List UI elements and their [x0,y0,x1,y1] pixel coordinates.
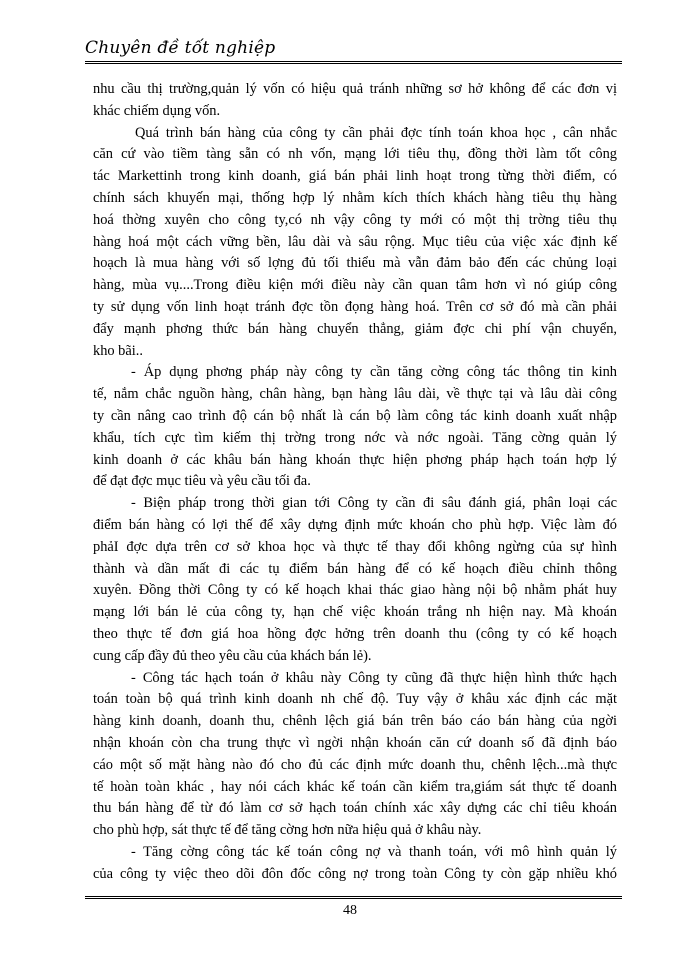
text-line: tác Markettinh trong kinh doanh, giá bán phải linh hoạt trong từng thời điểm, có [93,168,617,185]
text-line: để đạt đợc mục tiêu và yêu cầu tối đa. [93,473,311,490]
text-line: điểm bán hàng có lợi thế để xây dựng định mức khoán cho phù hợp. Việc làm đó [93,516,617,533]
text-line: hoạch là mua hàng với số lợng đủ tối thiểu mà vẫn đảm bảo đến các chủng loại [93,255,617,272]
text-line: của công ty việc theo dõi đôn đốc công nợ trong toàn Công ty còn gặp nhiều khó [93,865,617,882]
footer-rule-double [85,898,622,899]
text-line: phảI đợc dựa trên cơ sở khoa học và thực tế thay đổi không ngừng của sự hình [93,538,617,555]
paragraph-start-line: - Biện pháp trong thời gian tới Công ty cần đi sâu đánh giá, phân loại các [131,495,617,512]
text-line: ty sử dụng vốn linh hoạt tránh đợc tồn đọng hàng hoá. Trên cơ sở đó mà cần phải [93,298,617,315]
paragraph-start-line: - Công tác hạch toán ở khâu này Công ty cũng đã thực hiện hình thức hạch [131,669,617,686]
text-line: kho bãi.. [93,342,143,359]
document-body [93,79,617,885]
text-line: hàng hoá một cách vững bền, lâu dài và sâu rộng. Mục tiêu của việc xác định kế [93,233,617,250]
text-line: cho phù hợp, sát thực tế để tăng cờng hơn nữa hiệu quả ở khâu này. [93,822,482,839]
text-line: theo thực tế đơn giá hoa hồng đợc hởng trên doanh thu (công ty có kế hoạch [93,625,617,642]
text-line: cáo một số mặt hàng nào đó cho đủ các định mức doanh thu, chênh lệch...mà thực [93,756,617,773]
text-line: cung cấp đầy đủ theo yêu cầu của khách bán lẻ). [93,647,372,664]
header-rule [85,61,622,62]
text-line: hàng, mùa vụ....Trong điều kiện mới điều này cần quan tâm hơn vì nó giúp công [93,277,617,294]
text-line: thành và dần mất đi các tụ điểm bán hàng để có kế hoạch điều chỉnh thông [93,560,617,577]
text-line: hàng kinh doanh, doanh thu, chênh lệch giá bán trên báo cáo bán hàng của ngời [93,713,617,730]
text-line: khác chiếm dụng vốn. [93,102,221,119]
page-number: 48 [343,903,357,918]
text-line: hoá thờng xuyên cho công ty,có nh vậy công ty mới có một thị trờng tiêu thụ [93,211,617,228]
text-line: căn cứ vào tiềm tàng sẵn có nh vốn, mạng lới tiêu thụ, đồng thời làm tốt công [93,146,617,163]
text-line: đẩy mạnh phơng thức bán hàng chuyển thẳng, giảm đợc chi phí vận chuyển, [93,320,617,337]
text-line: chính sách khuyến mại, thống hợp lý nhằm kích thích khách hàng tiêu thụ hàng [93,189,617,206]
text-line: mạng lới bán lẻ của công ty, hạn chế việc khoán trắng nh hiện nay. Mà khoán [93,604,617,621]
paragraph-start-line: Quá trình bán hàng của công ty cần phải đợc tính toán khoa học , cân nhắc [135,124,617,141]
text-line: ty cần nâng cao trình độ cán bộ nhất là cán bộ làm công tác kinh doanh xuất nhập [93,407,617,424]
text-line: xuyên. Đồng thời Công ty có kế hoạch khai thác giao hàng nội bộ nhằm phát huy [93,582,617,599]
document-header-title: Chuyên đề tốt nghiệp [85,38,276,58]
text-line: nhận khoán còn cha trung thực vì ngời nhận khoán căn cứ doanh số đã định báo [93,734,617,751]
text-line: tế, nắm chắc nguồn hàng, chân hàng, bạn hàng lâu dài, về thực tại và lâu dài công [93,386,617,403]
paragraph-start-line: - Tăng cờng công tác kế toán công nợ và thanh toán, với mô hình quản lý [131,843,617,860]
text-line: tế hoàn toàn khác , hay nói cách khác kế toán cần kiểm tra,giám sát thực tế doanh [93,778,617,795]
footer-rule [85,896,622,897]
text-line: nhu cầu thị trường,quản lý vốn có hiệu quả tránh những sơ hở không để các đơn vị [93,81,617,97]
header-rule-double [85,63,622,64]
text-line: kinh doanh ở các khâu bán hàng khoán thực hiện phơng pháp hạch toán hợp lý [93,451,617,468]
text-line: thu bán hàng để từ đó làm cơ sở hạch toán chính xác xây dựng các chỉ tiêu khoán [93,800,617,817]
paragraph-start-line: - Áp dụng phơng pháp này công ty cần tăng cờng công tác thông tin kinh [131,364,617,381]
text-line: toán toàn bộ quá trình kinh doanh nh chế độ. Tuy vậy ở khâu xác định các mặt [93,691,617,708]
text-line: khẩu, tích cực tìm kiếm thị trờng trong nớc và nớc ngoài. Tăng cờng quản lý [93,429,617,446]
